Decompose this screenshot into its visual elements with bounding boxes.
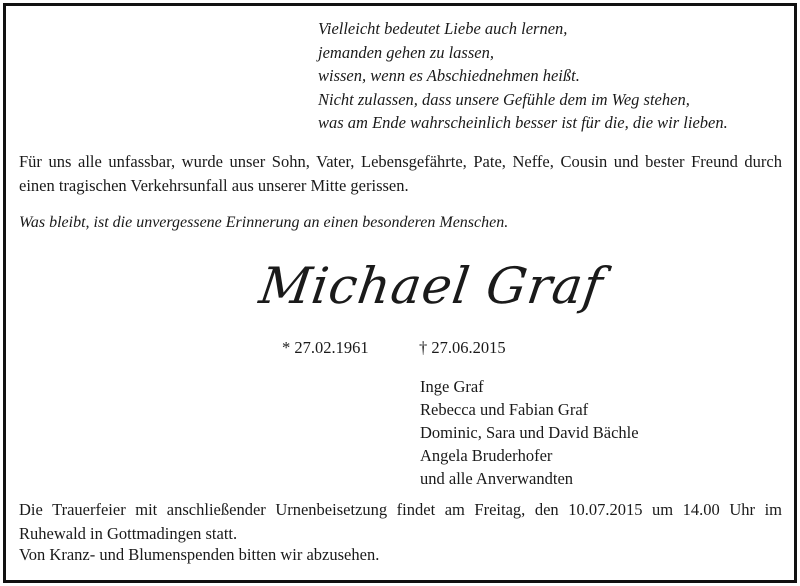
poem-line: was am Ende wahrscheinlich besser ist für die, die wir lieben. bbox=[318, 113, 728, 132]
mourner-entry: Rebecca und Fabian Graf bbox=[420, 400, 589, 419]
mourners-list bbox=[420, 375, 639, 490]
donation-note: Von Kranz- und Blumenspenden bitten wir abzusehen. bbox=[19, 545, 380, 564]
poem-line: wissen, wenn es Abschiednehmen heißt. bbox=[318, 66, 580, 85]
mourner-entry: Inge Graf bbox=[420, 377, 484, 396]
poem-line: Vielleicht bedeutet Liebe auch lernen, bbox=[318, 19, 568, 38]
birth-date: * 27.02.1961 bbox=[282, 338, 369, 357]
poem-line: jemanden gehen zu lassen, bbox=[318, 42, 494, 62]
death-date: † 27.06.2015 bbox=[419, 338, 506, 357]
mourner-entry: Angela Bruderhofer bbox=[420, 446, 553, 465]
mourner-entry: und alle Anverwandten bbox=[420, 469, 574, 488]
memorial-quote: Was bleibt, ist die unvergessene Erinnerung an einen besonderen Menschen. bbox=[19, 214, 509, 231]
deceased-name: Michael Graf bbox=[255, 257, 607, 315]
funeral-notice: Die Trauerfeier mit anschließender Urnenbeisetzung findet am Freitag, den 10.07.2015 um 14.00 Uhr im Ruhewald in Gottmadingen statt. bbox=[19, 500, 782, 543]
mourner-entry: Dominic, Sara und David Bächle bbox=[420, 423, 639, 442]
announcement-text: Für uns alle unfassbar, wurde unser Sohn, Vater, Lebensgefährte, Pate, Neffe, Cousin und bester Freund durch einen tragischen Verkehrsunfall aus unserer Mitte gerissen. bbox=[19, 152, 782, 195]
poem-line: Nicht zulassen, dass unsere Gefühle dem im Weg stehen, bbox=[318, 89, 690, 109]
poem bbox=[318, 17, 788, 135]
